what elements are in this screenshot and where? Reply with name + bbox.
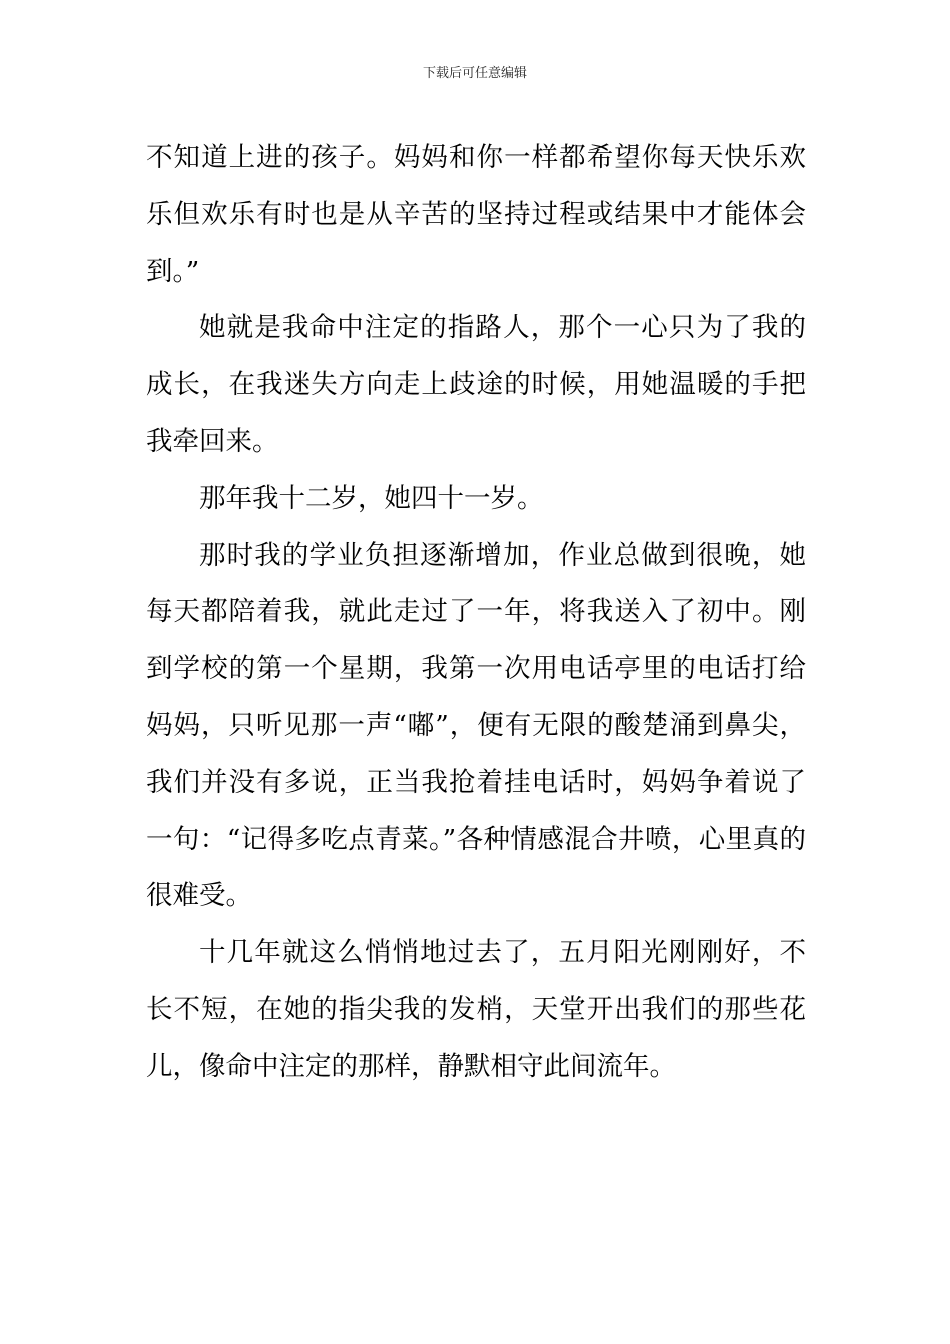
paragraph-5: 十几年就这么悄悄地过去了，五月阳光刚刚好，不长不短，在她的指尖我的发梢，天堂开出我们的那些花儿，像命中注定的那样，静默相守此间流年。 xyxy=(146,937,806,1082)
page-header: 下载后可任意编辑 xyxy=(422,66,527,81)
paragraph-4: 那时我的学业负担逐渐增加，作业总做到很晚，她每天都陪着我，就此走过了一年，将我送入了初中。刚到学校的第一个星期，我第一次用电话亭里的电话打给妈妈，只听见那一声“嘟”，便有无限的酸楚涌到鼻尖，我们并没有多说，正当我抢着挂电话时，妈妈争着说了一句：“记得多吃点青菜。”各种情感混合井喷，心里真的很难受。 xyxy=(146,539,806,912)
document-body xyxy=(146,130,806,1096)
paragraph-2: 她就是我命中注定的指路人，那个一心只为了我的成长，在我迷失方向走上歧途的时候，用她温暖的手把我牵回来。 xyxy=(146,312,806,457)
paragraph-3: 那年我十二岁，她四十一岁。 xyxy=(199,482,544,514)
paragraph-1: 不知道上进的孩子。妈妈和你一样都希望你每天快乐欢乐但欢乐有时也是从辛苦的坚持过程或结果中才能体会到。” xyxy=(146,142,806,287)
